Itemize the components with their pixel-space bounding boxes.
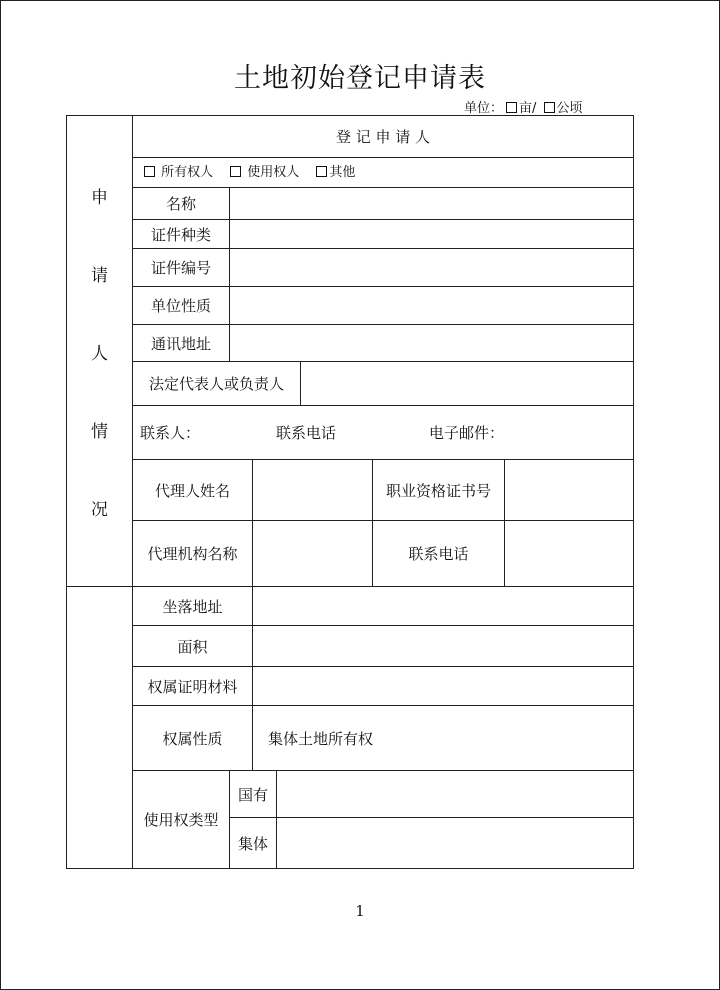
agent-org-label: 代理机构名称: [132, 520, 253, 587]
unit-nature-label: 单位性质: [132, 286, 230, 325]
unit-mu-checkbox[interactable]: [506, 102, 517, 113]
agent-phone-input[interactable]: [504, 520, 634, 587]
unit-mu-label: 亩/: [519, 101, 537, 116]
area-input[interactable]: [252, 625, 634, 667]
agent-org-input[interactable]: [252, 520, 373, 587]
contact-row: [132, 405, 634, 460]
area-label: 面积: [132, 625, 253, 667]
ownership-nature-value: 集体土地所有权: [252, 705, 634, 771]
location-input[interactable]: [252, 586, 634, 626]
role-owner-checkbox[interactable]: [144, 166, 155, 177]
side-char: 人: [91, 343, 108, 364]
address-label: 通讯地址: [132, 324, 230, 362]
agent-qualification-input[interactable]: [504, 459, 634, 521]
applicant-header: 登 记 申 请 人: [132, 115, 634, 158]
ownership-nature-label: 权属性质: [132, 705, 253, 771]
agent-phone-label: 联系电话: [372, 520, 505, 587]
side-char: 况: [91, 499, 108, 520]
contact-phone-label: 联系电话: [276, 424, 337, 442]
side-char: 请: [91, 265, 108, 286]
location-label: 坐落地址: [132, 586, 253, 626]
use-right-collective-input[interactable]: [276, 817, 634, 869]
use-right-collective-label: 集体: [229, 817, 277, 869]
cert-type-input[interactable]: [229, 219, 634, 249]
agent-qualification-label: 职业资格证书号: [372, 459, 505, 521]
unit-selector: [464, 97, 583, 116]
use-right-type-label: 使用权类型: [132, 770, 230, 869]
name-label: 名称: [132, 187, 230, 220]
agent-name-label: 代理人姓名: [132, 459, 253, 521]
role-owner-label: 所有权人: [161, 165, 214, 180]
contact-person-label: 联系人：: [140, 424, 201, 442]
unit-hectare-checkbox[interactable]: [544, 102, 555, 113]
use-right-state-input[interactable]: [276, 770, 634, 818]
agent-name-input[interactable]: [252, 459, 373, 521]
ownership-proof-label: 权属证明材料: [132, 666, 253, 706]
address-input[interactable]: [229, 324, 634, 362]
role-options: [132, 157, 634, 188]
unit-label: 单位：: [464, 101, 504, 116]
role-other-label: 其他: [329, 165, 356, 180]
unit-nature-input[interactable]: [229, 286, 634, 325]
contact-email-label: 电子邮件：: [429, 424, 505, 442]
cert-number-input[interactable]: [229, 248, 634, 287]
page-number: 1: [355, 902, 365, 920]
role-other-checkbox[interactable]: [316, 166, 327, 177]
cert-number-label: 证件编号: [132, 248, 230, 287]
use-right-state-label: 国有: [229, 770, 277, 818]
role-user-option[interactable]: [227, 161, 299, 180]
role-user-label: 使用权人: [247, 165, 300, 180]
side-char: 情: [91, 421, 108, 442]
name-input[interactable]: [229, 187, 634, 220]
role-owner-option[interactable]: [141, 161, 213, 180]
legal-rep-label: 法定代表人或负责人: [132, 361, 301, 406]
role-other-option[interactable]: [313, 161, 355, 180]
cert-type-label: 证件种类: [132, 219, 230, 249]
form-title: 土地初始登记申请表: [234, 63, 486, 94]
ownership-proof-input[interactable]: [252, 666, 634, 706]
legal-rep-input[interactable]: [300, 361, 634, 406]
land-side-label: [66, 586, 133, 869]
applicant-side-label: [66, 115, 133, 587]
unit-hectare-label: 公顷: [556, 101, 583, 116]
side-char: 申: [91, 187, 108, 208]
role-user-checkbox[interactable]: [230, 166, 241, 177]
